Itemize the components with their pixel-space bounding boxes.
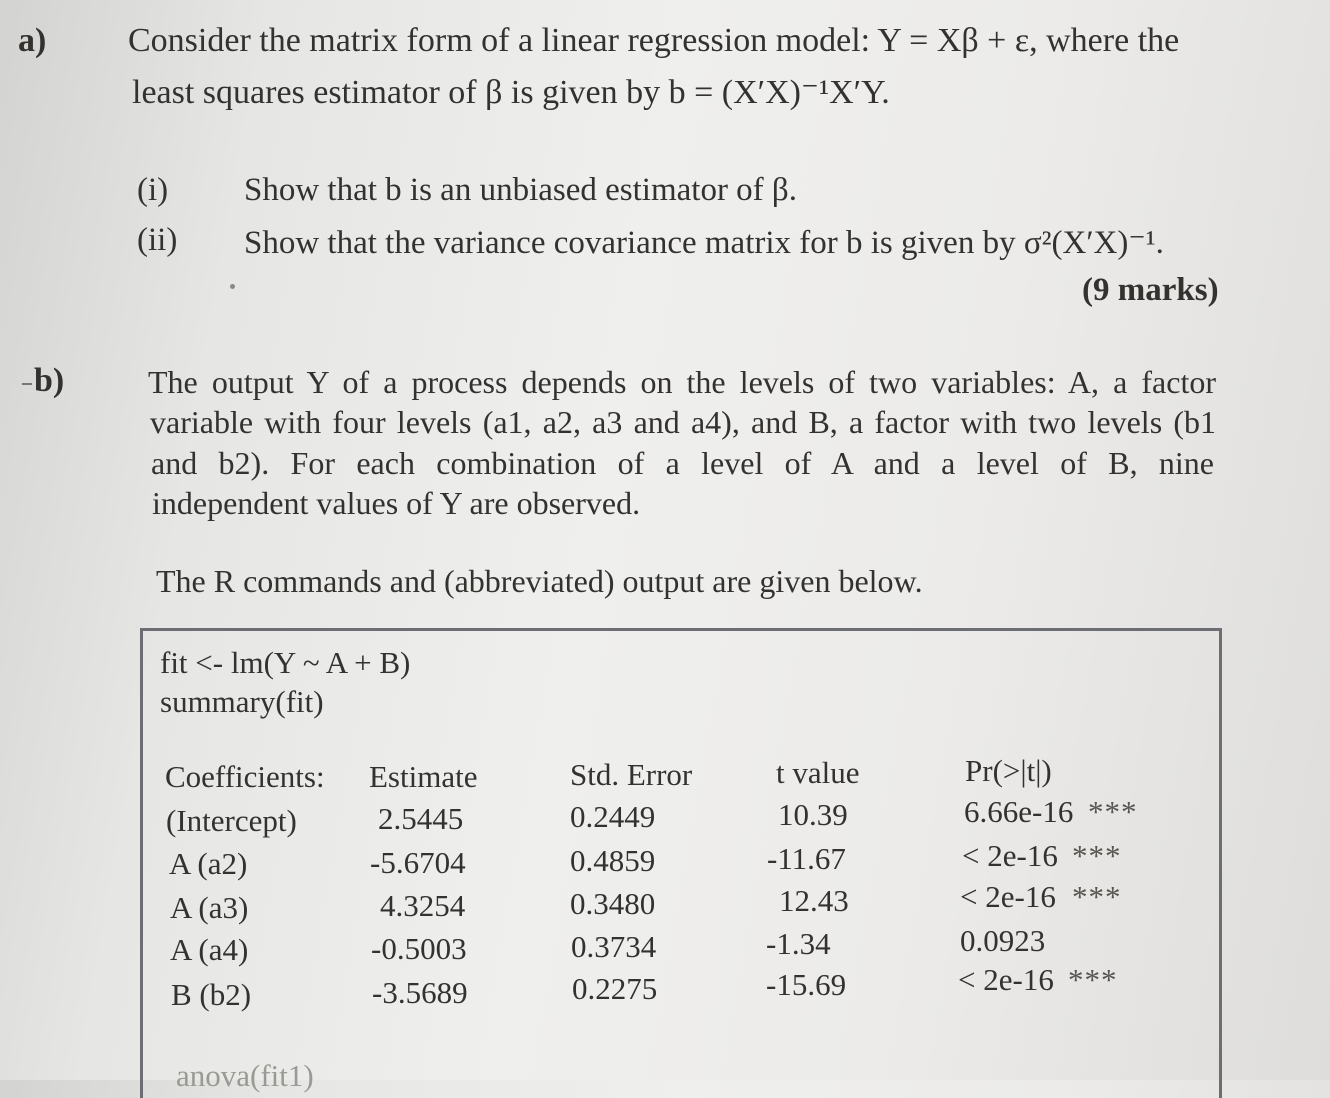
coef-p-value: < 2e-16	[958, 962, 1054, 997]
coef-p-value: < 2e-16	[962, 838, 1058, 873]
r-command-anova: anova(fit1)	[176, 1058, 314, 1093]
coef-name: B (b2)	[171, 977, 252, 1012]
coef-p-value: 0.0923	[960, 923, 1046, 958]
margin-tick	[22, 383, 32, 385]
coef-std-error: 0.2449	[570, 799, 656, 834]
stray-mark	[230, 284, 235, 289]
header-estimate: Estimate	[369, 759, 478, 794]
header-p-value: Pr(>|t|)	[965, 753, 1052, 788]
coef-name: (Intercept)	[166, 803, 297, 838]
coef-name: A (a4)	[170, 932, 249, 967]
signif-stars: ***	[1068, 962, 1118, 997]
header-std-error: Std. Error	[570, 757, 693, 792]
question-b-line-4: independent values of Y are observed.	[152, 485, 641, 521]
subquestion-i-text: Show that b is an unbiased estimator of β.	[244, 172, 797, 208]
coef-t-value: 12.43	[779, 883, 849, 918]
coef-estimate: 4.3254	[380, 888, 466, 923]
coef-t-value: -11.67	[767, 841, 846, 876]
coef-p-value: 6.66e-16	[964, 794, 1074, 829]
marks-label: (9 marks)	[1082, 272, 1219, 308]
question-b-line-1: The output Y of a process depends on the levels of two variables: A, a factor	[148, 364, 1216, 400]
coef-estimate: -0.5003	[371, 931, 467, 966]
question-a-line-1: Consider the matrix form of a linear regression model: Y = Xβ + ε, where the	[128, 22, 1180, 59]
subquestion-i-number: (i)	[137, 172, 169, 208]
coef-std-error: 0.3480	[570, 886, 656, 921]
signif-stars: ***	[1072, 879, 1122, 914]
signif-stars: ***	[1072, 838, 1122, 873]
question-b-line-3: and b2). For each combination of a level of A and a level of B, nine	[151, 445, 1214, 481]
coef-t-value: -1.34	[766, 926, 831, 961]
subquestion-ii-text: Show that the variance covariance matrix for b is given by σ²(X′X)⁻¹.	[244, 225, 1164, 261]
coef-estimate: -3.5689	[372, 975, 468, 1010]
question-b-line-2: variable with four levels (a1, a2, a3 and a4), and B, a factor with two levels (b1	[150, 404, 1216, 440]
coef-std-error: 0.2275	[572, 971, 658, 1006]
header-coefficients: Coefficients:	[165, 759, 325, 794]
r-command-fit: fit <- lm(Y ~ A + B)	[160, 645, 411, 680]
question-a-line-2: least squares estimator of β is given by b = (X′X)⁻¹X′Y.	[132, 74, 890, 111]
coef-name: A (a2)	[169, 846, 248, 881]
coef-estimate: -5.6704	[370, 845, 466, 880]
r-intro-text: The R commands and (abbreviated) output are given below.	[156, 563, 923, 599]
r-command-summary: summary(fit)	[160, 684, 324, 719]
coef-std-error: 0.4859	[570, 843, 656, 878]
coef-std-error: 0.3734	[571, 929, 657, 964]
coef-p-value: < 2e-16	[960, 879, 1056, 914]
coef-t-value: 10.39	[778, 797, 848, 832]
header-t-value: t value	[776, 755, 860, 790]
coef-estimate: 2.5445	[378, 801, 464, 836]
coef-t-value: -15.69	[766, 967, 847, 1002]
subquestion-ii-number: (ii)	[137, 222, 178, 258]
question-a-label: a)	[18, 22, 47, 59]
signif-stars: ***	[1088, 794, 1138, 829]
coef-name: A (a3)	[170, 890, 249, 925]
question-b-label: b)	[34, 362, 65, 399]
